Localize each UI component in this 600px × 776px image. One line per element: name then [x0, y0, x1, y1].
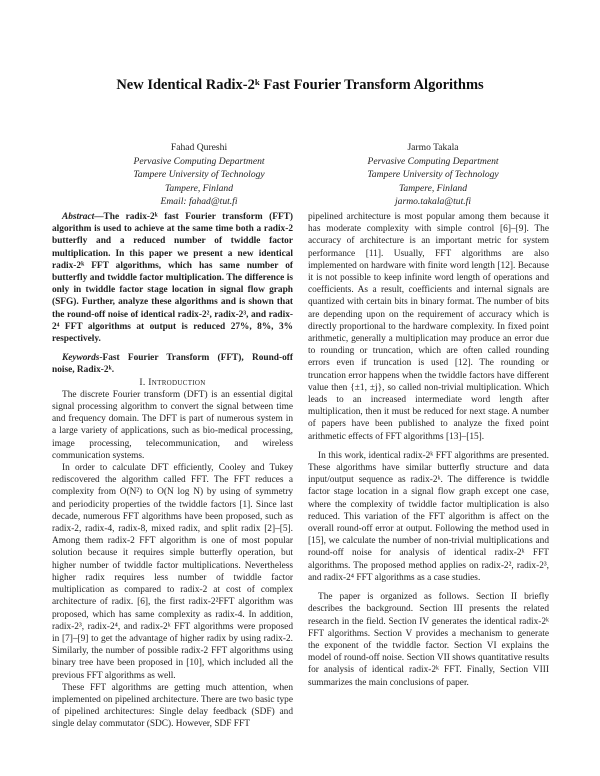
paragraph: pipelined architecture is most popular among them because it has moderate complexity with simple control [6]–[9]. The accuracy of architecture is an important metric for system performance [11]. Usually, FFT algorithms are also implemented on hardware with finite word length [12]. Because it is not possible to keep infinite word length of operations and coefficients. As a result, coefficients and internal signals are quantized with certain bits in binary format. The number of bits are depending upon on the requirement of accuracy which is directly proportional to the hardware complexity. In fixed point arithmetic, generally a multiplication may produce an error due to rounding or truncation, which are often called rounding errors even if truncation is used [12]. The rounding or truncation error happens when the twiddle factors have different value then {±1, ±j}, so called non-trivial multiplication. Which leads to an increased intermediate word length after multiplication, then it must be reduced for next stage. A number of papers have been published to analyze the fixed point arithmetic effects of FFT algorithms [13]–[15].	[308, 212, 549, 442]
abstract-label: Abstract	[62, 212, 95, 222]
author-email: Email: fahad@tut.fi	[160, 196, 238, 208]
abstract-text: —The radix-2ᵏ fast Fourier transform (FFT) algorithm is used to achieve at the same time both a radix-2 butterfly and a reduced number of twiddle factor multiplication. In this paper we present a new identical radix-2ᵏ FFT algorithms, which has same number of butterfly and twiddle factor multiplication. The difference is only in twiddle factor stage location in signal flow graph (SFG). Further, analyze these algorithms and is shown that the round-off noise of identical radix-2², radix-2³, and radix-2⁴ FFT algorithms at output is reduced 27%, 8%, 3% respectively.	[52, 212, 293, 345]
paragraph: These FFT algorithms are getting much attention, when implemented on pipelined architecture. There are two basic type of pipelined architectures: Single delay feedback (SDF) and single delay commutator (SDC). However, SDF FFT	[52, 682, 293, 730]
author-dept: Pervasive Computing Department	[133, 155, 265, 167]
author-location: Tampere, Finland	[164, 182, 234, 194]
author-univ: Tampere University of Technology	[367, 169, 499, 181]
author-univ: Tampere University of Technology	[133, 169, 265, 181]
keywords-text: -Fast Fourier Transform (FFT), Round-off noise, Radix-2ᵏ.	[52, 353, 293, 376]
author-name: Fahad Qureshi	[170, 142, 228, 153]
author-dept: Pervasive Computing Department	[367, 155, 499, 167]
abstract	[52, 211, 293, 345]
author-location: Tampere, Finland	[398, 182, 468, 194]
author-block-1	[79, 141, 319, 209]
author-email: jarmo.takala@tut.fi	[395, 196, 471, 208]
paragraph: In order to calculate DFT efficiently, Cooley and Tukey rediscovered the algorithm called FFT. The FFT reduces a complexity from O(N²) to O(N log N) by using of symmetry and periodicity properties of the twiddle factors [1]. Since last decade, numerous FFT algorithms have been proposed, such as radix-2, radix-4, radix-8, mixed radix, and split radix [2]–[5]. Among them radix-2 FFT algorithm is one of most popular solution because it requires simple butterfly operation, but higher number of twiddle factor multiplications. Nevertheless higher radix requires less number of twiddle factor multiplication as compared to radix-2 at cost of complex architecture of radix. [6], the first radix-2²FFT algorithm was proposed, which has same complexity as radix-4. In addition, radix-2³, radix-2⁴, and radix-2ᵏ FFT algorithms were proposed in [7]–[9] to get the advantage of higher radix by using radix-2. Similarly, the number of possible radix-2 FFT algorithms using binary tree have been proposed in [10], which included all the previous FFT algorithms as well.	[52, 463, 293, 681]
author-name: Jarmo Takala	[407, 142, 459, 153]
author-block-2	[313, 141, 553, 209]
paragraph: The discrete Fourier transform (DFT) is an essential digital signal processing algorithm to convert the signal between time and frequency domain. The DFT is part of numerous system in a large variety of applications, such as bio-medical processing, image processing, telecommunication, and wireless communication systems.	[52, 389, 293, 461]
section-heading: I. Introduction	[139, 376, 206, 388]
keywords	[52, 352, 293, 376]
keywords-label: Keywords	[62, 353, 100, 364]
left-column	[52, 211, 293, 731]
paper-title: New Identical Radix-2ᵏ Fast Fourier Transform Algorithms	[116, 77, 484, 93]
paragraph: In this work, identical radix-2ᵏ FFT algorithms are presented. These algorithms have similar butterfly structure and data input/output sequence as radix-2ᵏ. The difference is twiddle factor stage location in a signal flow graph except one case, where the complexity of twiddle factor multiplication is also reduced. This variation of the FFT algorithm is affect on the overall round-off error at output. Following the method used in [15], we calculate the number of non-trivial multiplications and round-off noise for analysis of identical radix-2ᵏ FFT algorithms. The proposed method applies on radix-2², radix-2³, and radix-2⁴ FFT algorithms as a case studies.	[308, 450, 549, 583]
paragraph: The paper is organized as follows. Section II briefly describes the background. Section III presents the related research in the field. Section IV generates the identical radix-2ᵏ FFT algorithms. Section V provides a mechanism to generate the exponent of the twiddle factor. Section VI explains the model of round-off noise. Section VII shows quantitative results for analysis of identical radix-2ᵏ FFT. Finally, Section VIII summarizes the main conclusions of paper.	[308, 592, 549, 688]
right-column	[308, 211, 549, 689]
